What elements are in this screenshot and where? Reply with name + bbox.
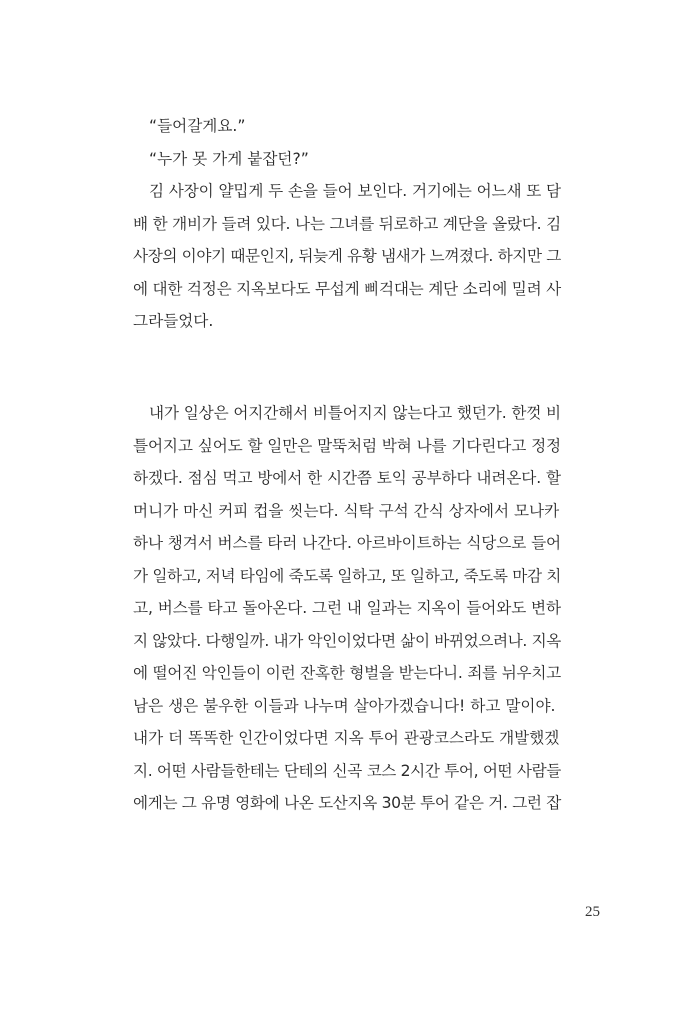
text-line: 하겠다. 점심 먹고 방에서 한 시간쯤 토익 공부하다 내려온다. 할	[133, 469, 561, 487]
text-line: 김 사장이 얄밉게 두 손을 들어 보인다. 거기에는 어느새 또 담	[149, 182, 561, 200]
page-number: 25	[585, 904, 600, 920]
text-line: 에게는 그 유명 영화에 나온 도산지옥 30분 투어 같은 거. 그런 잡	[133, 794, 561, 812]
text-line: 가 일하고, 저녁 타임에 죽도록 일하고, 또 일하고, 죽도록 마감 치	[133, 566, 561, 585]
text-line: 지. 어떤 사람들한테는 단테의 신곡 코스 2시간 투어, 어떤 사람들	[133, 761, 561, 780]
text-line: 에 떨어진 악인들이 이런 잔혹한 형벌을 받는다니. 죄를 뉘우치고	[133, 664, 561, 682]
paragraph-dialogue-and-narration	[133, 110, 561, 338]
text-line: 지 않았다. 다행일까. 내가 악인이었다면 삶이 바뀌었으려나. 지옥	[133, 631, 561, 650]
text-line: 하나 챙겨서 버스를 타러 나간다. 아르바이트하는 식당으로 들어	[133, 534, 561, 552]
text-line: 그라들었다.	[133, 312, 214, 330]
text-line: 사장의 이야기 때문인지, 뒤늦게 유황 냄새가 느껴졌다. 하지만 그	[133, 247, 561, 265]
text-line: 에 대한 걱정은 지옥보다도 무섭게 삐걱대는 계단 소리에 밀려 사	[133, 279, 561, 298]
text-line: 남은 생은 불우한 이들과 나누며 살아가겠습니다! 하고 말이야.	[133, 696, 556, 715]
text-line: 내가 더 똑똑한 인간이었다면 지옥 투어 관광코스라도 개발했겠	[133, 729, 560, 747]
text-line: “들어갈게요.”	[149, 117, 246, 135]
text-line: “누가 못 가게 붙잡던?”	[149, 149, 309, 168]
text-line: 머니가 마신 커피 컵을 씻는다. 식탁 구석 간식 상자에서 모나카	[133, 501, 560, 520]
text-line: 고, 버스를 타고 돌아온다. 그런 내 일과는 지옥이 들어와도 변하	[133, 599, 561, 617]
text-line: 내가 일상은 어지간해서 비틀어지지 않는다고 했던가. 한껏 비	[149, 404, 561, 422]
text-line: 배 한 개비가 들려 있다. 나는 그녀를 뒤로하고 계단을 올랐다. 김	[133, 214, 561, 233]
paragraph-daily-routine	[133, 397, 561, 820]
text-line: 틀어지고 싶어도 할 일만은 말뚝처럼 박혀 나를 기다린다고 정정	[133, 436, 561, 455]
